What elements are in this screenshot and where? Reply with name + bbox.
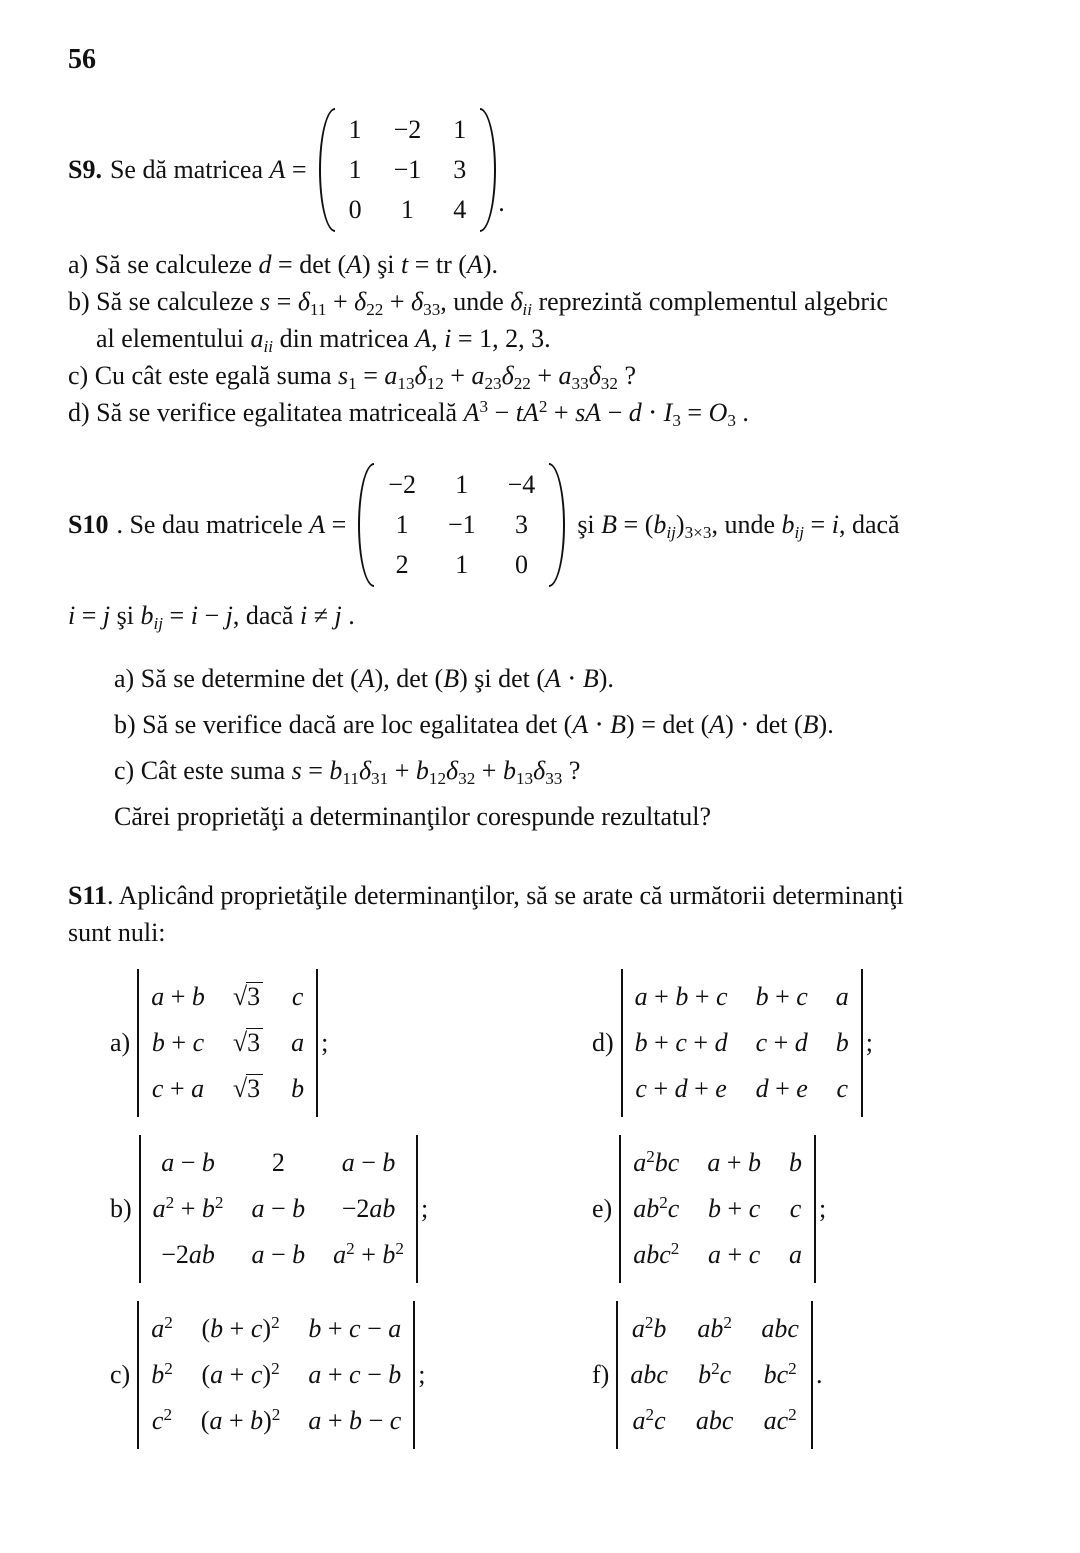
s9-item-b-cont: al elementului $a_{ii}$ din matricea A, i = 1, 2, 3. [96,324,551,357]
det-cell: a − b [161,1148,215,1177]
det-cell: b + c [708,1194,761,1223]
s9-item-b: b) Să se calculeze $s = \delta_{11} + \delta_{22} + \delta_{33}$, unde $\delta_{ii}$ reprezintă complementul algebric [68,287,888,320]
det-cell: b + c − a [308,1314,402,1343]
det-cell: abc [630,1360,668,1389]
determinant-c [137,1301,415,1449]
det-cell: a + b [151,982,205,1011]
matrix-cell: 0 [348,195,362,224]
matrix-cell: −2 [393,115,422,144]
determinant-row-2 [110,1135,1040,1283]
matrix-cell: 3 [453,155,467,184]
matrix-a-s10 [358,461,565,589]
det-cell: c [789,1194,802,1223]
problem-s9 [68,106,1040,431]
det-cell: abc [761,1314,799,1343]
det-cell: √3 [233,1066,263,1112]
det-cell: √3 [233,974,263,1020]
right-paren [480,108,496,232]
problem-s11 [68,877,1040,1449]
det-cell: $a^2$ [151,1312,173,1343]
det-cell: −2ab [341,1194,396,1223]
det-cell: a [291,1028,305,1057]
s10-statement-continued: şi $B = (b_{ij})_{3\times 3}$, unde $b_{ij} = i$, dacă [577,510,900,543]
s10-item-c: c) Cât este suma $s = b_{11}\delta_{31} + b_{12}\delta_{32} + b_{13}\delta_{33}$ ? [114,756,581,789]
determinant-e-group [592,1135,826,1283]
determinant-e [619,1135,816,1283]
matrix-cell: 0 [514,550,528,579]
matrix-cell: 1 [453,115,467,144]
s10-intro: . Se dau matricele A = [116,510,347,539]
determinant-f-group [592,1301,822,1449]
det-cell: c + d + e [635,1074,727,1103]
det-cell: $(b + c)^2$ [201,1312,280,1343]
det-cell: $b^2c$ [698,1358,732,1389]
det-cell: $bc^2$ [763,1358,797,1389]
s11-intro: . Aplicând proprietăţile determinanţilor, să se arate că următorii determinanţi [107,881,904,910]
det-cell: a + c [708,1240,761,1269]
matrix-cell: 1 [395,510,409,539]
matrix-a-s9 [319,106,497,234]
determinant-c-label: c) [110,1360,131,1389]
det-cell: $(a + c)^2$ [201,1358,280,1389]
s11-label: S11 [68,881,108,910]
det-cell: c + d [755,1028,808,1057]
s9-period: . [498,188,505,217]
det-cell: √3 [233,1020,263,1066]
matrix-cell: 1 [348,155,362,184]
det-cell: a + c − b [308,1360,402,1389]
det-cell: c [291,982,304,1011]
det-cell: b [291,1074,305,1103]
s10-items [68,660,1040,835]
det-cell: $a^2c$ [632,1404,666,1435]
s10-condition-line: i = j şi $b_{ij} = i - j$, dacă i ≠ j . [68,601,355,634]
determinant-a [137,969,318,1117]
det-cell: $ab^2c$ [633,1192,680,1223]
determinant-b-label: b) [110,1194,132,1223]
determinant-e-label: e) [592,1194,613,1223]
determinant-e-separator: ; [819,1194,827,1223]
matrix-cell: 1 [455,470,469,499]
s10-statement [68,461,1040,589]
determinant-a-group [110,969,592,1117]
matrix-a-s10-cells [380,461,543,589]
matrix-cell: 1 [455,550,469,579]
s9-statement [68,106,1040,234]
matrix-cell: 4 [453,195,467,224]
matrix-cell: −1 [393,155,422,184]
determinant-c-separator: ; [418,1360,426,1389]
left-paren [358,463,374,587]
determinant-b-separator: ; [421,1194,429,1223]
s9-items [68,246,1040,431]
s10-item-b: b) Să se verifice dacă are loc egalitatea det (A ⋅ B) = det (A) ⋅ det (B). [114,710,834,739]
matrix-cell: 3 [514,510,528,539]
det-cell: b + c [151,1028,205,1057]
det-cell: b + c [755,982,808,1011]
det-cell: d + e [755,1074,808,1103]
matrix-cell: 1 [400,195,414,224]
det-cell: abc [695,1406,734,1435]
determinant-d-group [592,969,873,1117]
determinant-row-1 [110,969,1040,1117]
page-number: 56 [68,44,96,75]
det-cell: $ac^2$ [763,1404,797,1435]
s10-question: Cărei proprietăţi a determinanţilor corespunde rezultatul? [114,802,712,831]
det-cell: a − b [341,1148,396,1177]
det-cell: $ab^2$ [697,1312,732,1343]
right-paren [549,463,565,587]
s9-intro: Se dă matricea A = [109,155,307,184]
det-cell: a + b − c [308,1406,402,1435]
det-cell: $a^2 + b^2$ [333,1238,404,1269]
problem-s10 [68,461,1040,835]
det-cell: c [836,1074,849,1103]
determinant-d-label: d) [592,1028,614,1057]
det-cell: b [789,1148,802,1177]
determinant-c-group [110,1301,592,1449]
det-cell: a − b [251,1240,306,1269]
det-cell: −2ab [161,1240,215,1269]
matrix-cell: 1 [348,115,362,144]
s10-label: S10 [68,510,109,539]
determinant-d [621,969,863,1117]
s9-item-c: c) Cu cât este egală suma $s_1 = a_{13}\delta_{12} + a_{23}\delta_{22} + a_{33}\delta_{32}$ ? [68,361,636,394]
matrix-cell: 2 [395,550,409,579]
matrix-cell: −1 [447,510,476,539]
matrix-cell: −2 [388,470,416,499]
det-cell: c + a [151,1074,205,1103]
determinant-row-3 [110,1301,1040,1449]
s9-item-d: d) Să se verifice egalitatea matriceală $A^3 - tA^2$ + sA − $d \cdot I_3 = O_3$ . [68,396,749,431]
det-cell: a − b [251,1194,306,1223]
det-cell: $a^2bc$ [633,1146,680,1177]
s10-item-a: a) Să se determine det (A), det (B) şi det (A ⋅ B). [114,664,614,693]
s9-label: S9. [68,155,102,184]
matrix-a-s9-cells [341,106,475,234]
left-paren [319,108,335,232]
det-cell: a [835,982,849,1011]
det-cell: 2 [271,1148,285,1177]
det-cell: a [789,1240,802,1269]
determinant-b [139,1135,418,1283]
determinant-f-separator: . [815,1360,823,1389]
s11-statement-cont: sunt nuli: [68,918,166,947]
determinant-f-label: f) [592,1360,610,1389]
det-cell: abc$^2$ [633,1238,680,1269]
determinant-a-label: a) [110,1028,131,1057]
det-cell: b [835,1028,849,1057]
determinant-a-separator: ; [321,1028,329,1057]
matrix-cell: −4 [507,470,536,499]
s11-statement [68,877,1040,914]
determinant-b-group [110,1135,592,1283]
det-cell: $c^2$ [151,1404,173,1435]
det-cell: $a^2 + b^2$ [152,1192,224,1223]
det-cell: b + c + d [634,1028,728,1057]
s9-item-a: a) Să se calculeze d = det (A) şi t = tr (A). [68,250,499,279]
det-cell: $b^2$ [151,1358,173,1389]
det-cell: a + b [707,1148,761,1177]
determinant-f [616,1301,813,1449]
det-cell: $(a + b)^2$ [200,1404,281,1435]
det-cell: a + b + c [634,982,728,1011]
determinant-d-separator: ; [865,1028,874,1057]
det-cell: $a^2b$ [631,1312,667,1343]
